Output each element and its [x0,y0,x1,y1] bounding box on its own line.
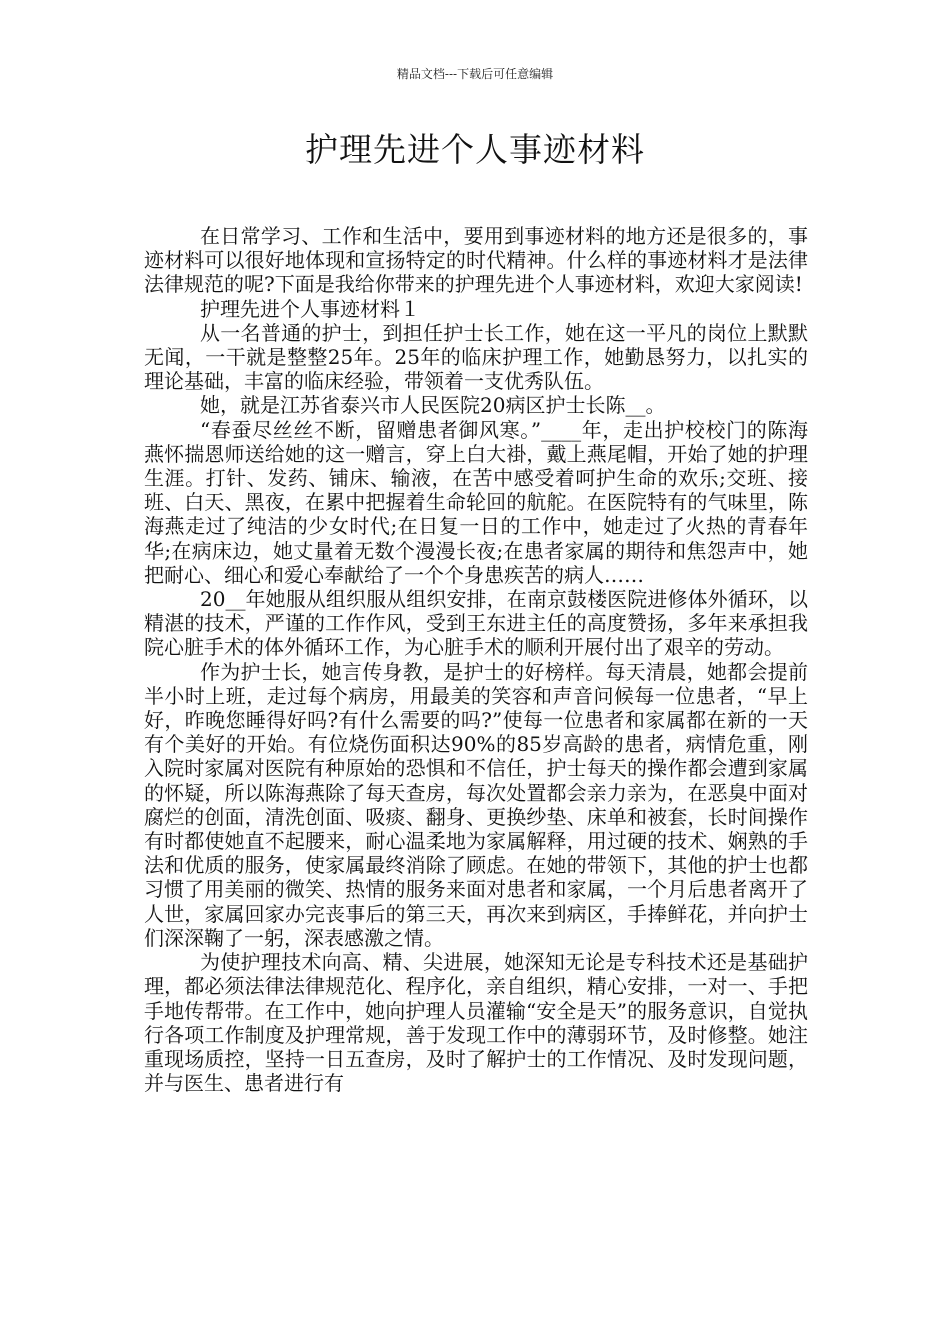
paragraph: 作为护士长，她言传身教，是护士的好榜样。每天清晨，她都会提前半小时上班，走过每个病房，用最美的笑容和声音问候每一位患者，“早上好，昨晚您睡得好吗?有什么需要的吗?”使每一位患者和家属都在新的一天有个美好的开始。有位烧伤面积达90%的85岁高龄的患者，病情危重，刚入院时家属对医院有种原始的恐惧和不信任，护士每天的操作都会遭到家属的怀疑，所以陈海燕除了每天查房，每次处置都会亲力亲为，在恶臭中面对腐烂的创面，清洗创面、吸痰、翻身、更换纱垫、床单和被套，长时间操作有时都使她直不起腰来，耐心温柔地为家属解释，用过硬的技术、娴熟的手法和优质的服务，使家属最终消除了顾虑。在她的带领下，其他的护士也都习惯了用美丽的微笑、热情的服务来面对患者和家属，一个月后患者离开了人世，家属回家办完丧事后的第三天，再次来到病区，手捧鲜花，并向护士们深深鞠了一躬，深表感激之情。 [144,659,808,950]
paragraph: “春蚕尽丝丝不断，留赠患者御风寒。”____年，走出护校校门的陈海燕怀揣恩师送给她的这一赠言，穿上白大褂，戴上燕尾帽，开始了她的护理生涯。打针、发药、铺床、输液，在苦中感受着呵护生命的欢乐;交班、接班、白天、黑夜，在累中把握着生命轮回的航舵。在医院特有的气味里，陈海燕走过了纯洁的少女时代;在日复一日的工作中，她走过了火热的青春年华;在病床边，她丈量着无数个漫漫长夜;在患者家属的期待和焦怨声中，她把耐心、细心和爱心奉献给了一个个身患疾苦的病人…… [144,417,808,587]
document-body [144,224,808,1095]
paragraph: 从一名普通的护士，到担任护士长工作，她在这一平凡的岗位上默默无闻，一干就是整整25年。25年的临床护理工作，她勤恳努力，以扎实的理论基础，丰富的临床经验，带领着一支优秀队伍。 [144,320,808,394]
paragraph: 20__年她服从组织服从组织安排，在南京鼓楼医院进修体外循环，以精湛的技术，严谨的工作作风，受到王东进主任的高度赞扬，多年来承担我院心脏手术的体外循环工作，为心脏手术的顺利开展付出了艰辛的劳动。 [144,587,808,660]
document-title: 护理先进个人事迹材料 [305,130,645,169]
paragraph: 她，就是江苏省泰兴市人民医院20病区护士长陈__。 [200,393,666,418]
paragraph: 为使护理技术向高、精、尖进展，她深知无论是专科技术还是基础护理，都必须法律法律规范化、程序化，亲自组织，精心安排，一对一、手把手地传帮带。在工作中，她向护理人员灌输“安全是天”的服务意识，自觉执行各项工作制度及护理常规，善于发现工作中的薄弱环节，及时修整。她注重现场质控，坚持一日五查房，及时了解护士的工作情况、及时发现问题，并与医生、患者进行有 [144,950,808,1096]
header-note: 精品文档---下载后可任意编辑 [396,67,554,81]
paragraph-section-heading: 护理先进个人事迹材料１ [200,296,420,321]
paragraph-intro: 在日常学习、工作和生活中，要用到事迹材料的地方还是很多的，事迹材料可以很好地体现和宣扬特定的时代精神。什么样的事迹材料才是法律法律规范的呢?下面是我给你带来的护理先进个人事迹材料，欢迎大家阅读! [144,224,808,297]
